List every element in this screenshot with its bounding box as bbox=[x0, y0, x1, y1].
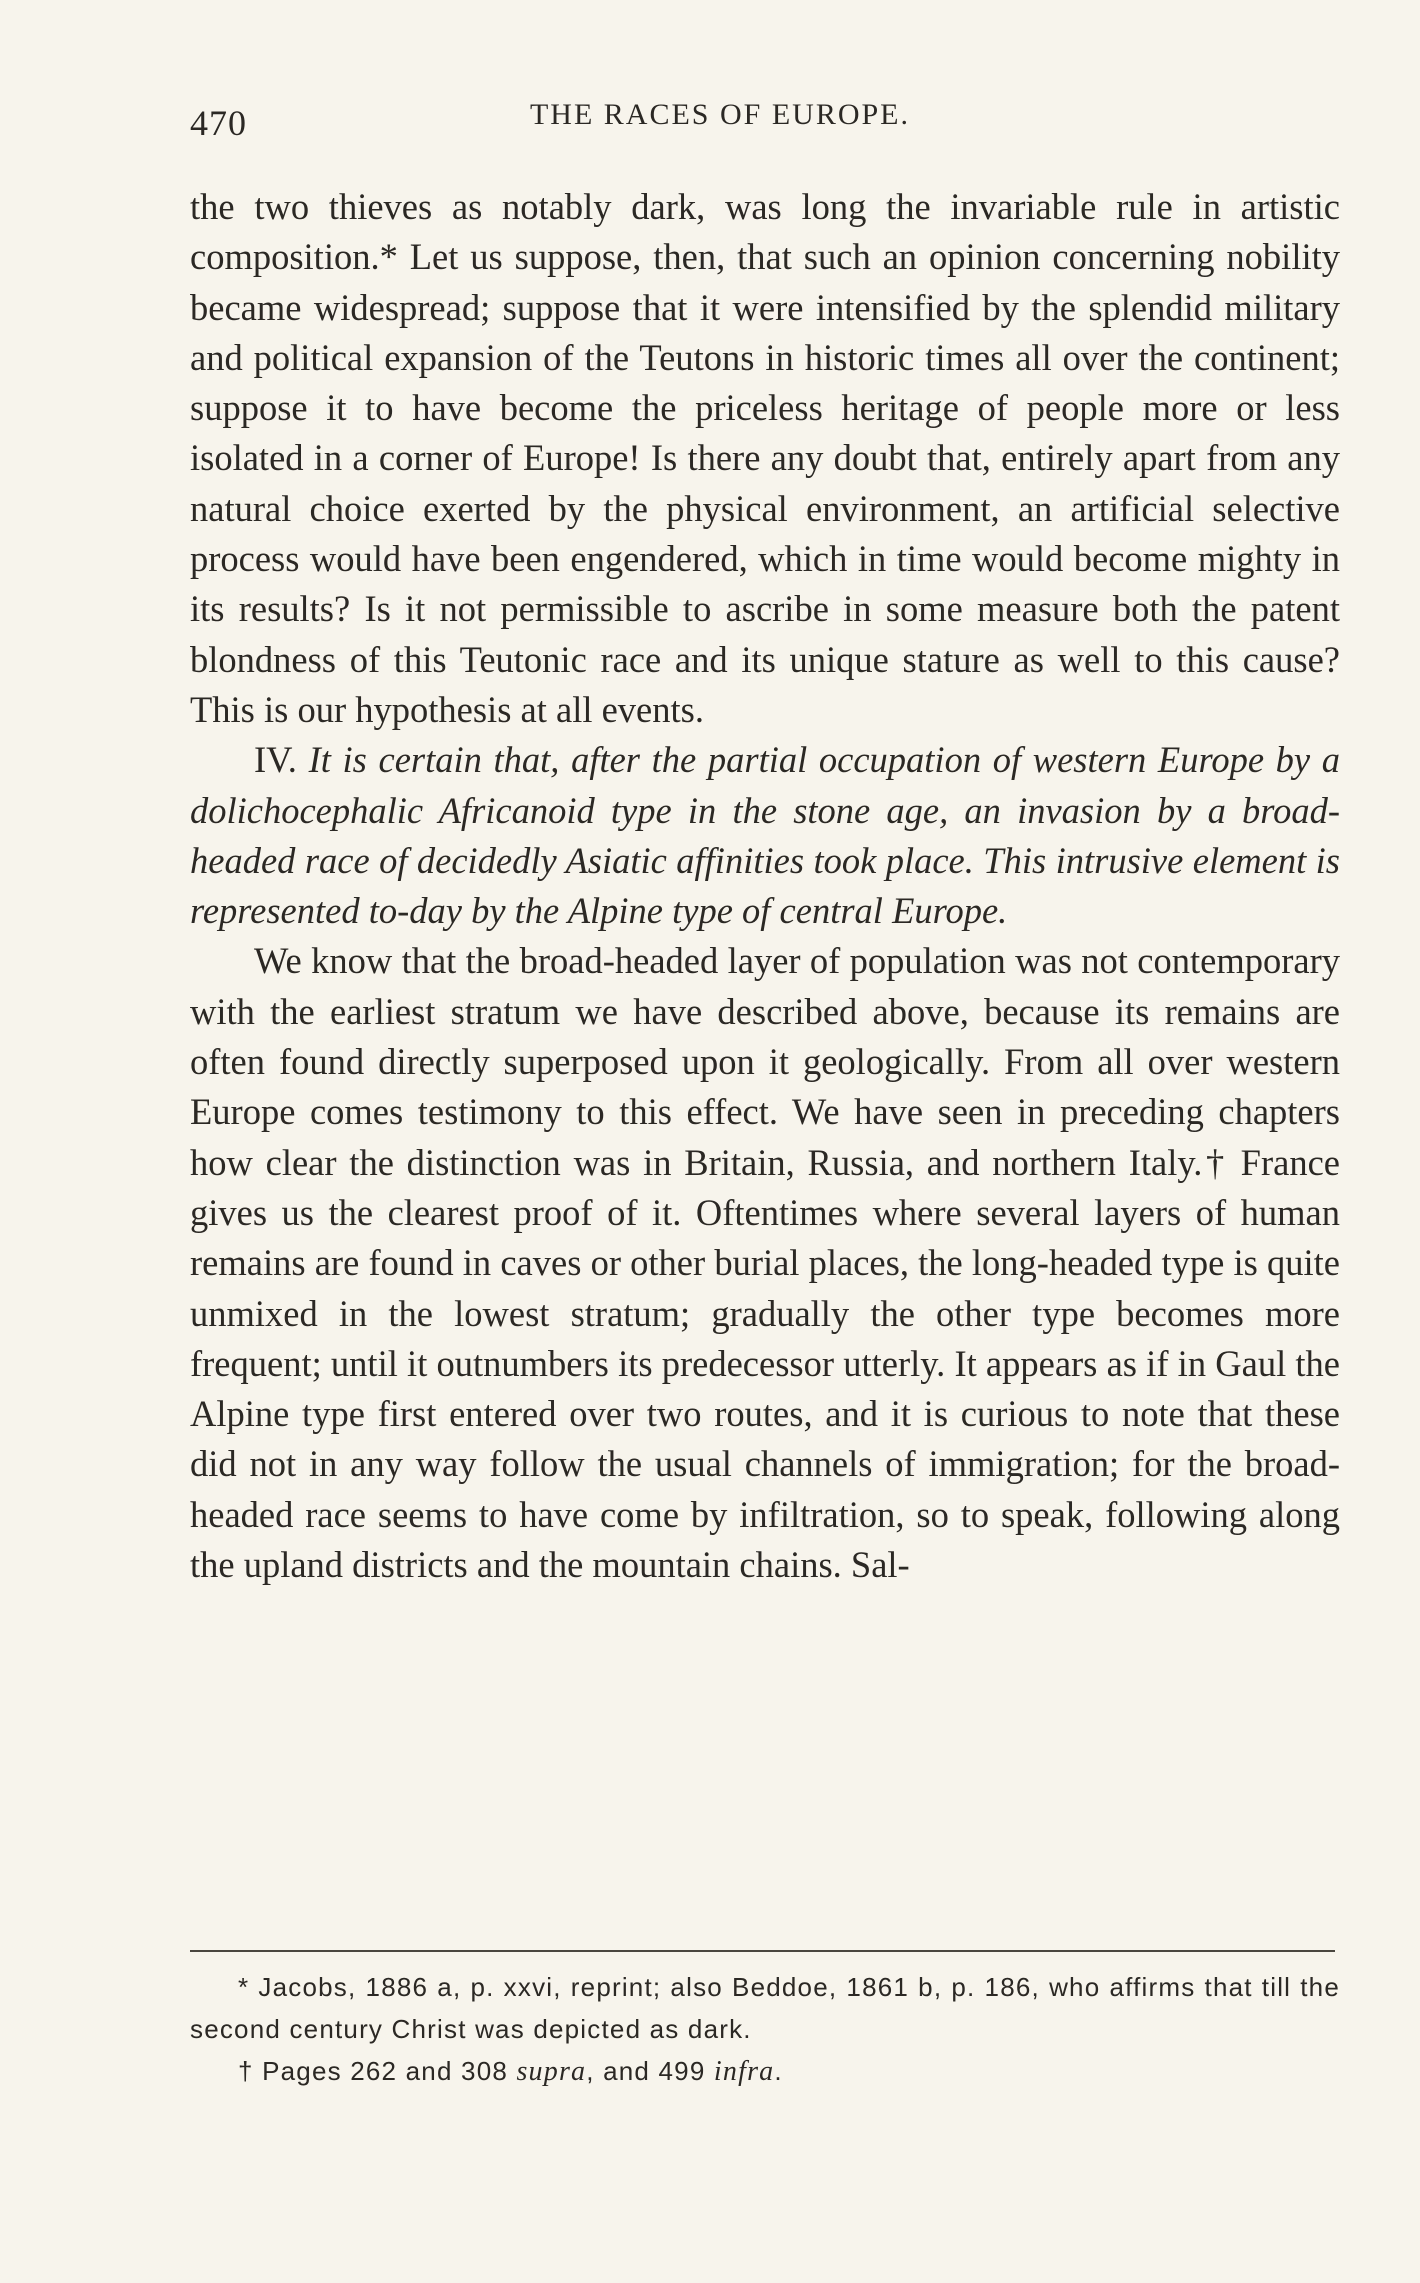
page-number: 470 bbox=[190, 103, 247, 143]
footnote-2-infra: infra bbox=[713, 2056, 775, 2087]
body-text bbox=[190, 182, 1340, 1590]
footnotes bbox=[190, 1966, 1340, 2093]
footnote-divider bbox=[190, 1950, 1335, 1952]
footnote-1: * Jacobs, 1886 a, p. xxvi, reprint; also Beddoe, 1861 b, p. 186, who affirms that till the second century Christ was depicted as dark. bbox=[190, 1972, 1340, 2044]
footnote-2-end: . bbox=[774, 2056, 783, 2086]
running-title: THE RACES OF EUROPE. bbox=[529, 98, 911, 131]
thesis-paragraph bbox=[190, 735, 1340, 936]
footnote-2-prefix: † Pages 262 and 308 bbox=[238, 2056, 517, 2086]
footnote-2-middle: , and 499 bbox=[586, 2056, 714, 2086]
footnote-2-supra: supra bbox=[516, 2056, 587, 2087]
thesis-text: It is certain that, after the partial occupation of western Europe by a dolichocephalic Africanoid type in the stone age, an invasion by a broad-headed race of decidedly Asiatic affinities took place. This intrusive element is represented to-day by the Alpine type of central Europe. bbox=[190, 739, 1340, 932]
thesis-number: IV. bbox=[254, 739, 297, 781]
paragraph-continued: the two thieves as notably dark, was long the invariable rule in artistic composition.* Let us suppose, then, that such an opinion concerning nobility became widespread; suppose that it were intensified by the splendid military and political expansion of the Teutons in historic times all over the continent; suppose it to have become the priceless heritage of people more or less isolated in a corner of Europe! Is there any doubt that, entirely apart from any natural choice exerted by the physical environment, an artificial selective process would have been engendered, which in time would become mighty in its results? Is it not permissible to ascribe in some measure both the patent blondness of this Teutonic race and its unique stature as well to this cause? This is our hypothesis at all events. bbox=[190, 186, 1340, 730]
footnote-2 bbox=[190, 2050, 1340, 2093]
paragraph-broad-headed: We know that the broad-headed layer of population was not contemporary with the earliest stratum we have described above, because its remains are often found directly superposed upon it geologically. From all over western Europe comes testimony to this effect. We have seen in preceding chapters how clear the distinction was in Britain, Russia, and northern Italy.† France gives us the clearest proof of it. Oftentimes where several layers of human remains are found in caves or other burial places, the long-headed type is quite unmixed in the lowest stratum; gradually the other type becomes more frequent; until it outnumbers its predecessor utterly. It appears as if in Gaul the Alpine type first entered over two routes, and it is curious to note that these did not in any way follow the usual channels of immigration; for the broad-headed race seems to have come by infiltration, so to speak, following along the upland districts and the mountain chains. Sal- bbox=[190, 940, 1340, 1586]
